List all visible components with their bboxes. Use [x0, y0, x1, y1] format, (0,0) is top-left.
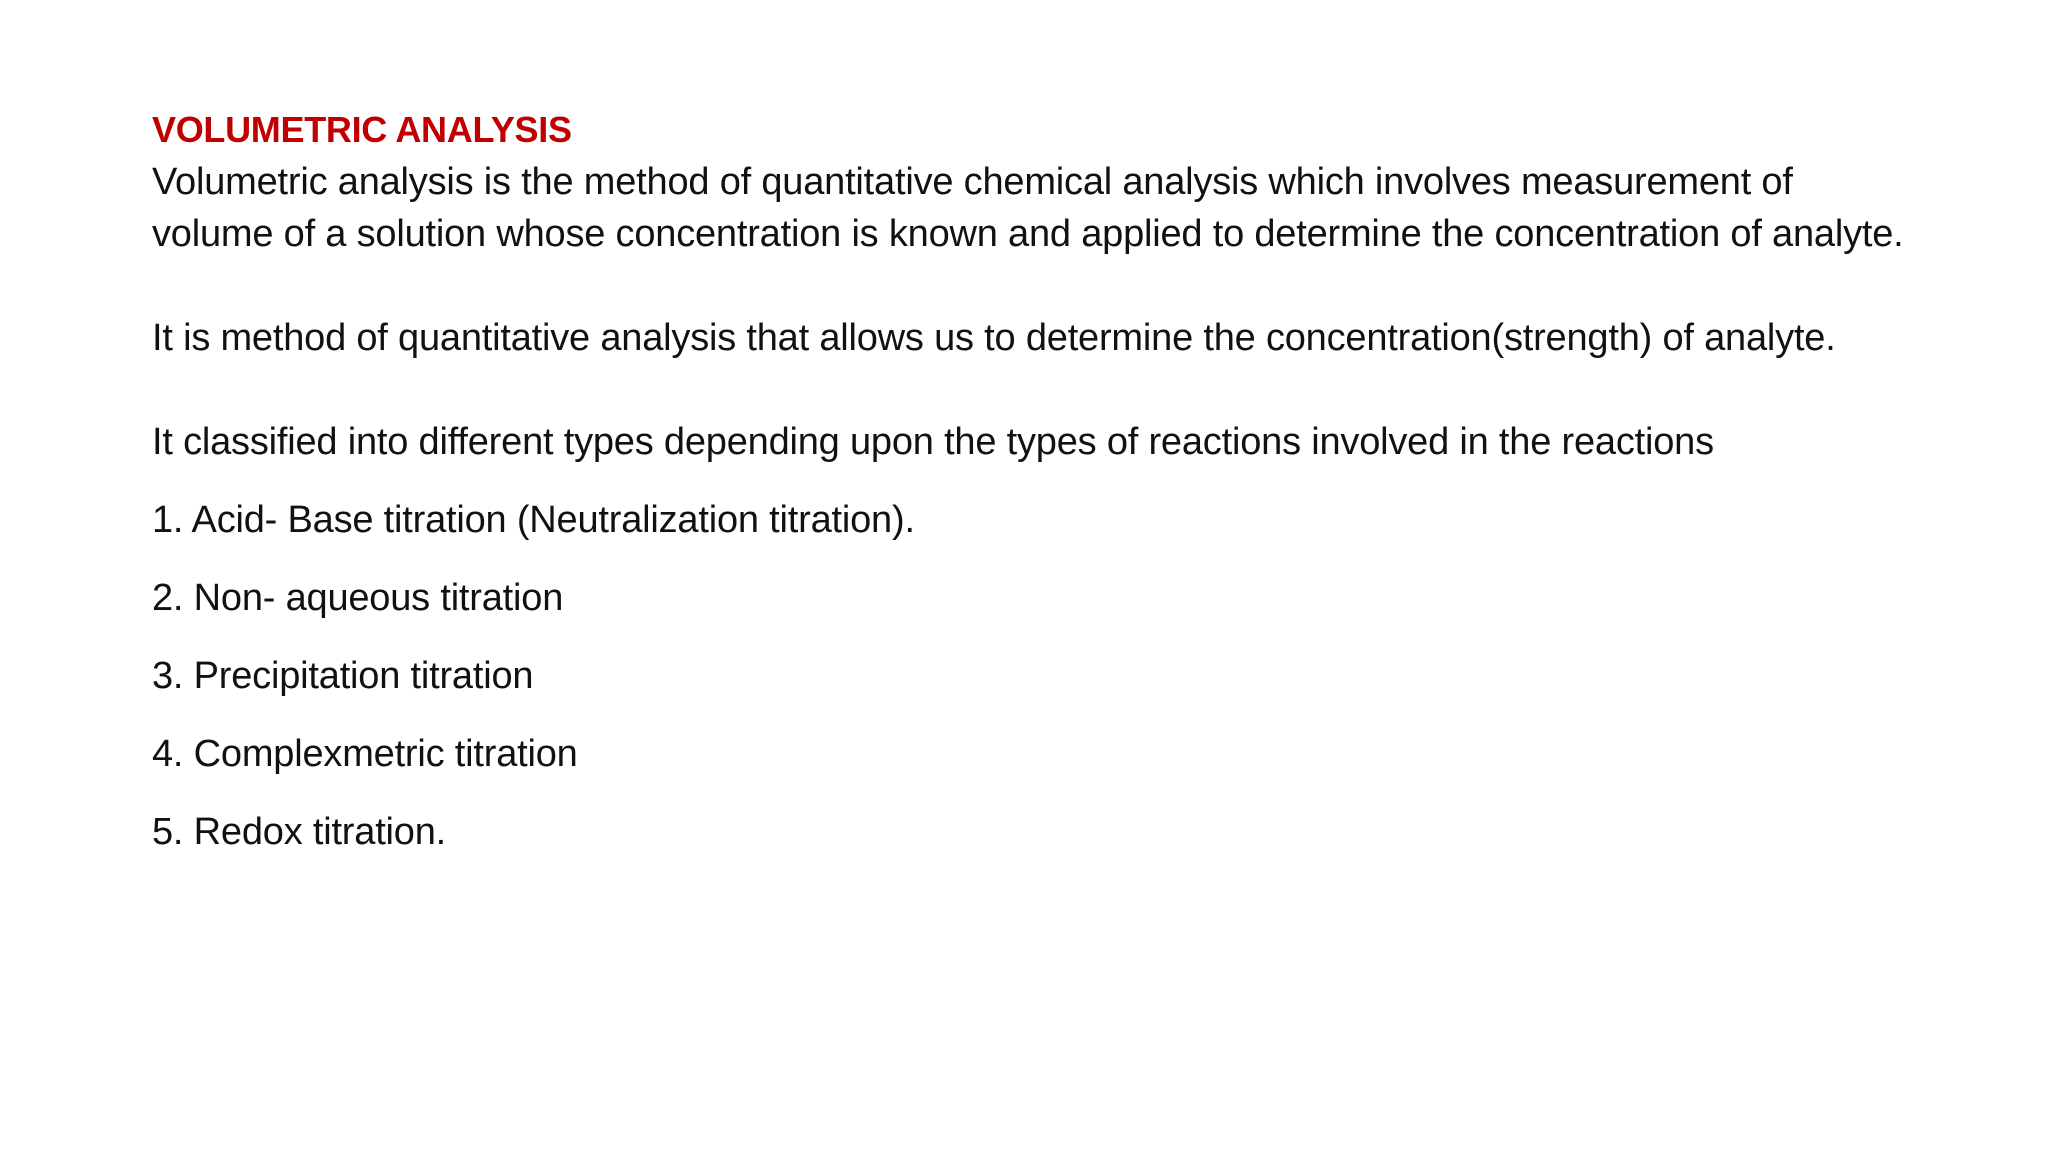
- list-item: 2. Non- aqueous titration: [152, 577, 564, 619]
- classification-paragraph: It classified into different types depending upon the types of reactions involved in the reactions: [152, 421, 1714, 463]
- list-item: 4. Complexmetric titration: [152, 733, 578, 775]
- titration-types-list: [152, 494, 1912, 858]
- list-item: 5. Redox titration.: [152, 811, 447, 853]
- purpose-paragraph: It is method of quantitative analysis that allows us to determine the concentration(strength) of analyte.: [152, 317, 1836, 359]
- slide-content: [152, 104, 1912, 884]
- definition-paragraph: Volumetric analysis is the method of quantitative chemical analysis which involves measurement of volume of a solution whose concentration is known and applied to determine the concentration of analyte.: [152, 161, 1904, 255]
- list-item: 3. Precipitation titration: [152, 655, 534, 697]
- slide-title: VOLUMETRIC ANALYSIS: [152, 109, 572, 150]
- list-item: 1. Acid- Base titration (Neutralization titration).: [152, 499, 915, 541]
